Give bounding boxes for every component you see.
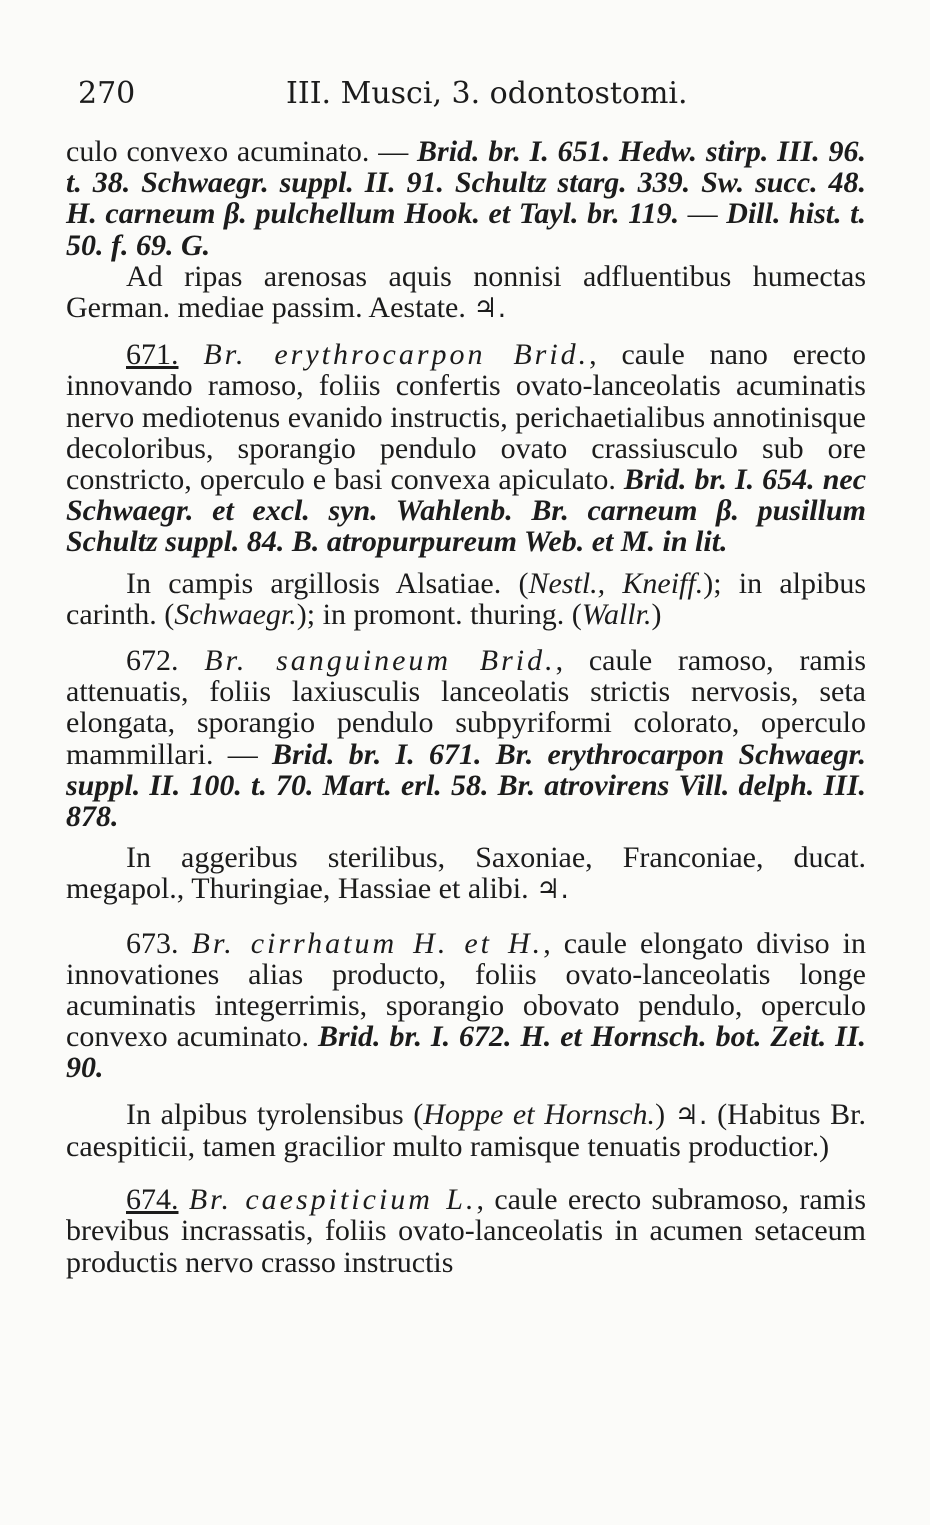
perennial-symbol: ♃. <box>674 1099 708 1131</box>
habitat-text: ) <box>655 1097 666 1131</box>
habitat-text: ); in promont. thuring. ( <box>296 597 582 631</box>
entry-habitat <box>66 842 866 905</box>
running-title: III. Musci, 3. odontostomi. <box>286 76 688 111</box>
habitat-text: In aggeribus sterilibus, Saxoniae, Franconiae, ducat. megapol., Thuringiae, Hassiae et alibi. <box>66 841 866 906</box>
entry-number: 672. <box>126 644 179 678</box>
habitat-text: ); in alpibus carinth. ( <box>66 566 867 631</box>
entry-habitat <box>66 1099 866 1162</box>
entry-description: , caule ramoso, ramis attenuatis, foliis laxiusculis lanceolatis strictis nervosis, seta elongata, sporangio pendulo subpyriformi colorato, operculo mammillari. <box>66 644 867 771</box>
species-name: Br. erythrocarpon Brid. <box>203 338 590 372</box>
habitat-author: Hoppe et Hornsch. <box>423 1097 656 1131</box>
entry-habitat <box>66 568 866 630</box>
entry-continuation: culo convexo acuminato. — Brid. br. I. 651. Hedw. stirp. III. 96. t. 38. Schwaegr. suppl. II. 91. Schultz starg. 339. Sw. succ. 48. H. carneum β. pulchellum Hook. et Tayl. br. 119. — Dill. hist. t. 50. f. 69. G. <box>66 135 867 262</box>
entry-description: , caule nano erecto innovando ramoso, foliis confertis ovato-lanceolatis acuminatis nervo mediotenus evanido instructis, perichaetialibus annotinisque decoloribus, sporangio pendulo ovato crassiusculo sub ore constricto, operculo e basi convexa apiculato. <box>66 338 867 497</box>
habitat-author: Wallr. <box>581 597 652 631</box>
entry-references: Brid. br. I. 671. Br. erythrocarpon Schwaegr. suppl. II. 100. t. 70. Mart. erl. 58. Br. atrovirens Vill. delph. III. 878. <box>66 737 867 834</box>
entry-references: Brid. br. I. 672. H. et Hornsch. bot. Zeit. II. 90. <box>66 1020 866 1085</box>
habitat-text: In alpibus tyrolensibus ( <box>126 1097 424 1131</box>
entry-references-2: Dill. hist. t. 50. f. 69. G. <box>66 197 867 262</box>
entry-references: Brid. br. I. 651. Hedw. stirp. III. 96. t. 38. Schwaegr. suppl. II. 91. Schultz starg. 339. Sw. succ. 48. H. carneum β. pulchellum Hook. et Tayl. br. 119. <box>66 135 867 231</box>
entry-number: 674. <box>126 1183 179 1217</box>
page-body <box>66 136 866 1278</box>
page-number: 270 <box>78 76 136 111</box>
entry-description: culo convexo acuminato. <box>66 135 370 168</box>
entry-number: 673. <box>126 926 179 960</box>
entry-description: , caule elongato diviso in innovationes alias producto, foliis ovato-lanceolatis longe acuminatis integerrimis, sporangio obovato pendulo, operculo convexo acuminato. <box>66 926 866 1054</box>
habitat-text: Ad ripas arenosas aquis nonnisi adfluentibus humectas German. mediae passim. Aestate. <box>66 259 866 325</box>
entry-672: 672. Br. sanguineum Brid., caule ramoso, ramis attenuatis, foliis laxiusculis lanceolatis strictis nervosis, seta elongata, sporangio pendulo subpyriformi colorato, operculo mammillari. — Brid. br. I. 671. Br. erythrocarpon Schwaegr. suppl. II. 100. t. 70. Mart. erl. 58. Br. atrovirens Vill. delph. III. 878. <box>66 644 867 834</box>
species-name: Br. caespiticium L. <box>188 1183 477 1217</box>
entry-description: , caule erecto subramoso, ramis brevibus incrassatis, foliis ovato-lanceolatis in acumen setaceum productis nervo crasso instructis <box>66 1183 866 1279</box>
entry-number: 671. <box>126 338 179 372</box>
perennial-symbol: ♃. <box>536 874 569 906</box>
habitat-text: In campis argillosis Alsatiae. ( <box>126 566 529 600</box>
habitat-author: Nestl., Kneiff. <box>528 566 704 600</box>
habitat-text: ) <box>651 597 662 631</box>
entry-673 <box>66 928 866 1084</box>
species-name: Br. cirrhatum H. et H. <box>191 926 544 960</box>
habitat-author: Schwaegr. <box>174 597 297 631</box>
entry-674 <box>66 1184 866 1278</box>
entry-671 <box>66 339 866 557</box>
perennial-symbol: ♃. <box>473 293 507 325</box>
entry-references: Brid. br. I. 654. nec Schwaegr. et excl. syn. Wahlenb. Br. carneum β. pusillum Schultz suppl. 84. B. atropurpureum Web. et M. in lit. <box>66 463 867 559</box>
species-name: Br. sanguineum Brid. <box>204 644 556 678</box>
habitat-note: (Habitus Br. caespiticii, tamen gracilior multo ramisque tenuatis productior.) <box>66 1097 866 1163</box>
entry-habitat <box>66 261 866 324</box>
